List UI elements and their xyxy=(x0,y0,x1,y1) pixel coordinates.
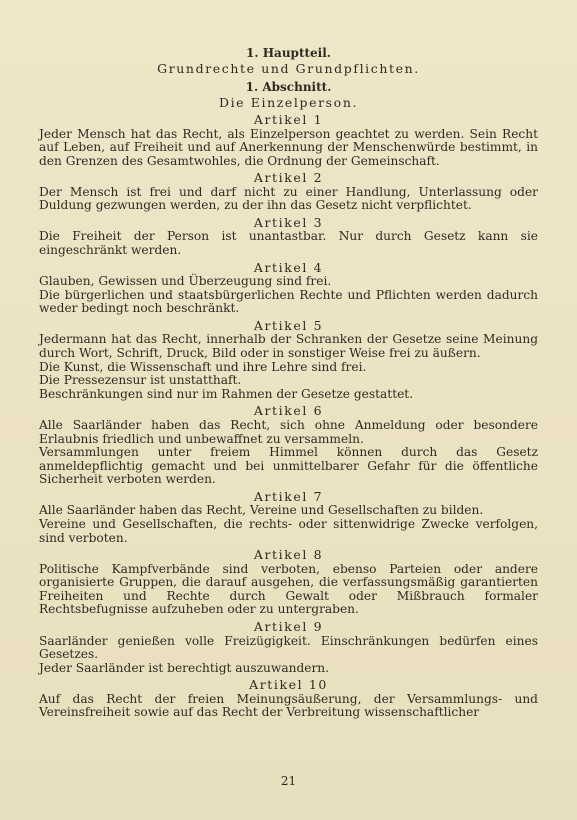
article-paragraph: Beschränkungen sind nur im Rahmen der Gesetze gestattet. xyxy=(39,386,414,401)
article-title: Artikel 5 xyxy=(253,317,324,333)
articles-list xyxy=(39,112,538,720)
section-heading: 1. Abschnitt. xyxy=(245,79,332,94)
article-title: Artikel 8 xyxy=(253,547,324,563)
article-title: Artikel 10 xyxy=(249,677,328,693)
article-paragraph: Der Mensch ist frei und darf nicht zu einer Handlung, Unterlassung oder Duldung gezwungen werden, zu der ihn das Gesetz nicht verpflichtet. xyxy=(39,184,538,213)
article-title: Artikel 7 xyxy=(253,488,324,504)
article-paragraph: Jeder Mensch hat das Recht, als Einzelperson geachtet zu werden. Sein Recht auf Leben, auf Freiheit und auf Anerkennung der Menschenwürde bestimmt, in den Grenzen des Gesamtwohles, die Ordnung der Gemeinschaft. xyxy=(39,126,538,168)
article-title: Artikel 3 xyxy=(253,214,324,230)
article-paragraph: Saarländer genießen volle Freizügigkeit. Einschränkungen bedürfen eines Gesetzes. xyxy=(39,633,538,662)
page-number: 21 xyxy=(280,774,297,788)
article-paragraph: Die Pressezensur ist unstatthaft. xyxy=(39,373,242,388)
article-title: Artikel 9 xyxy=(253,619,324,635)
article-paragraph: Alle Saarländer haben das Recht, Vereine und Gesellschaften zu bilden. xyxy=(39,503,484,518)
article-paragraph: Die Kunst, die Wissenschaft und ihre Lehre sind frei. xyxy=(39,359,367,374)
article-title: Artikel 2 xyxy=(253,170,324,186)
article-paragraph: Jeder Saarländer ist berechtigt auszuwandern. xyxy=(39,660,330,675)
article-paragraph: Auf das Recht der freien Meinungsäußerung, der Versammlungs- und Vereinsfreiheit sowie auf das Recht der Verbreitung wissenschaftlicher xyxy=(39,691,538,720)
article-paragraph: Die bürgerlichen und staatsbürgerlichen Rechte und Pflichten werden dadurch weder bedingt noch beschränkt. xyxy=(39,287,538,316)
article-title: Artikel 4 xyxy=(253,259,324,275)
part-subtitle: Grundrechte und Grundpflichten. xyxy=(157,61,420,76)
part-heading: 1. Hauptteil. xyxy=(246,46,331,60)
article-paragraph: Alle Saarländer haben das Recht, sich ohne Anmeldung oder besondere Erlaubnis friedlich und unbewaffnet zu versammeln. xyxy=(39,417,538,446)
article-paragraph: Die Freiheit der Person ist unantastbar. Nur durch Gesetz kann sie eingeschränkt werden. xyxy=(39,229,538,258)
article-paragraph: Jedermann hat das Recht, innerhalb der Schranken der Gesetze seine Meinung durch Wort, Schrift, Druck, Bild oder in sonstiger Weise frei zu äußern. xyxy=(39,332,538,361)
article-paragraph: Vereine und Gesellschaften, die rechts- oder sittenwidrige Zwecke verfolgen, sind verboten. xyxy=(39,516,538,545)
article-title: Artikel 6 xyxy=(253,403,324,419)
article-paragraph: Versammlungen unter freiem Himmel können durch das Gesetz anmeldepflichtig gemacht und bei unmittelbarer Gefahr für die öffentliche Sicherheit verboten werden. xyxy=(39,445,538,487)
section-subtitle: Die Einzelperson. xyxy=(218,94,359,110)
article-paragraph: Politische Kampfverbände sind verboten, ebenso Parteien oder andere organisierte Gruppen, die darauf ausgehen, die verfassungsmäßig garantierten Freiheiten und Rechte durch Gewalt oder Mißbrauch formaler Rechtsbefugnisse aufzuheben oder zu untergraben. xyxy=(39,561,538,617)
article-title: Artikel 1 xyxy=(253,112,324,127)
article-paragraph: Glauben, Gewissen und Überzeugung sind frei. xyxy=(39,274,332,289)
